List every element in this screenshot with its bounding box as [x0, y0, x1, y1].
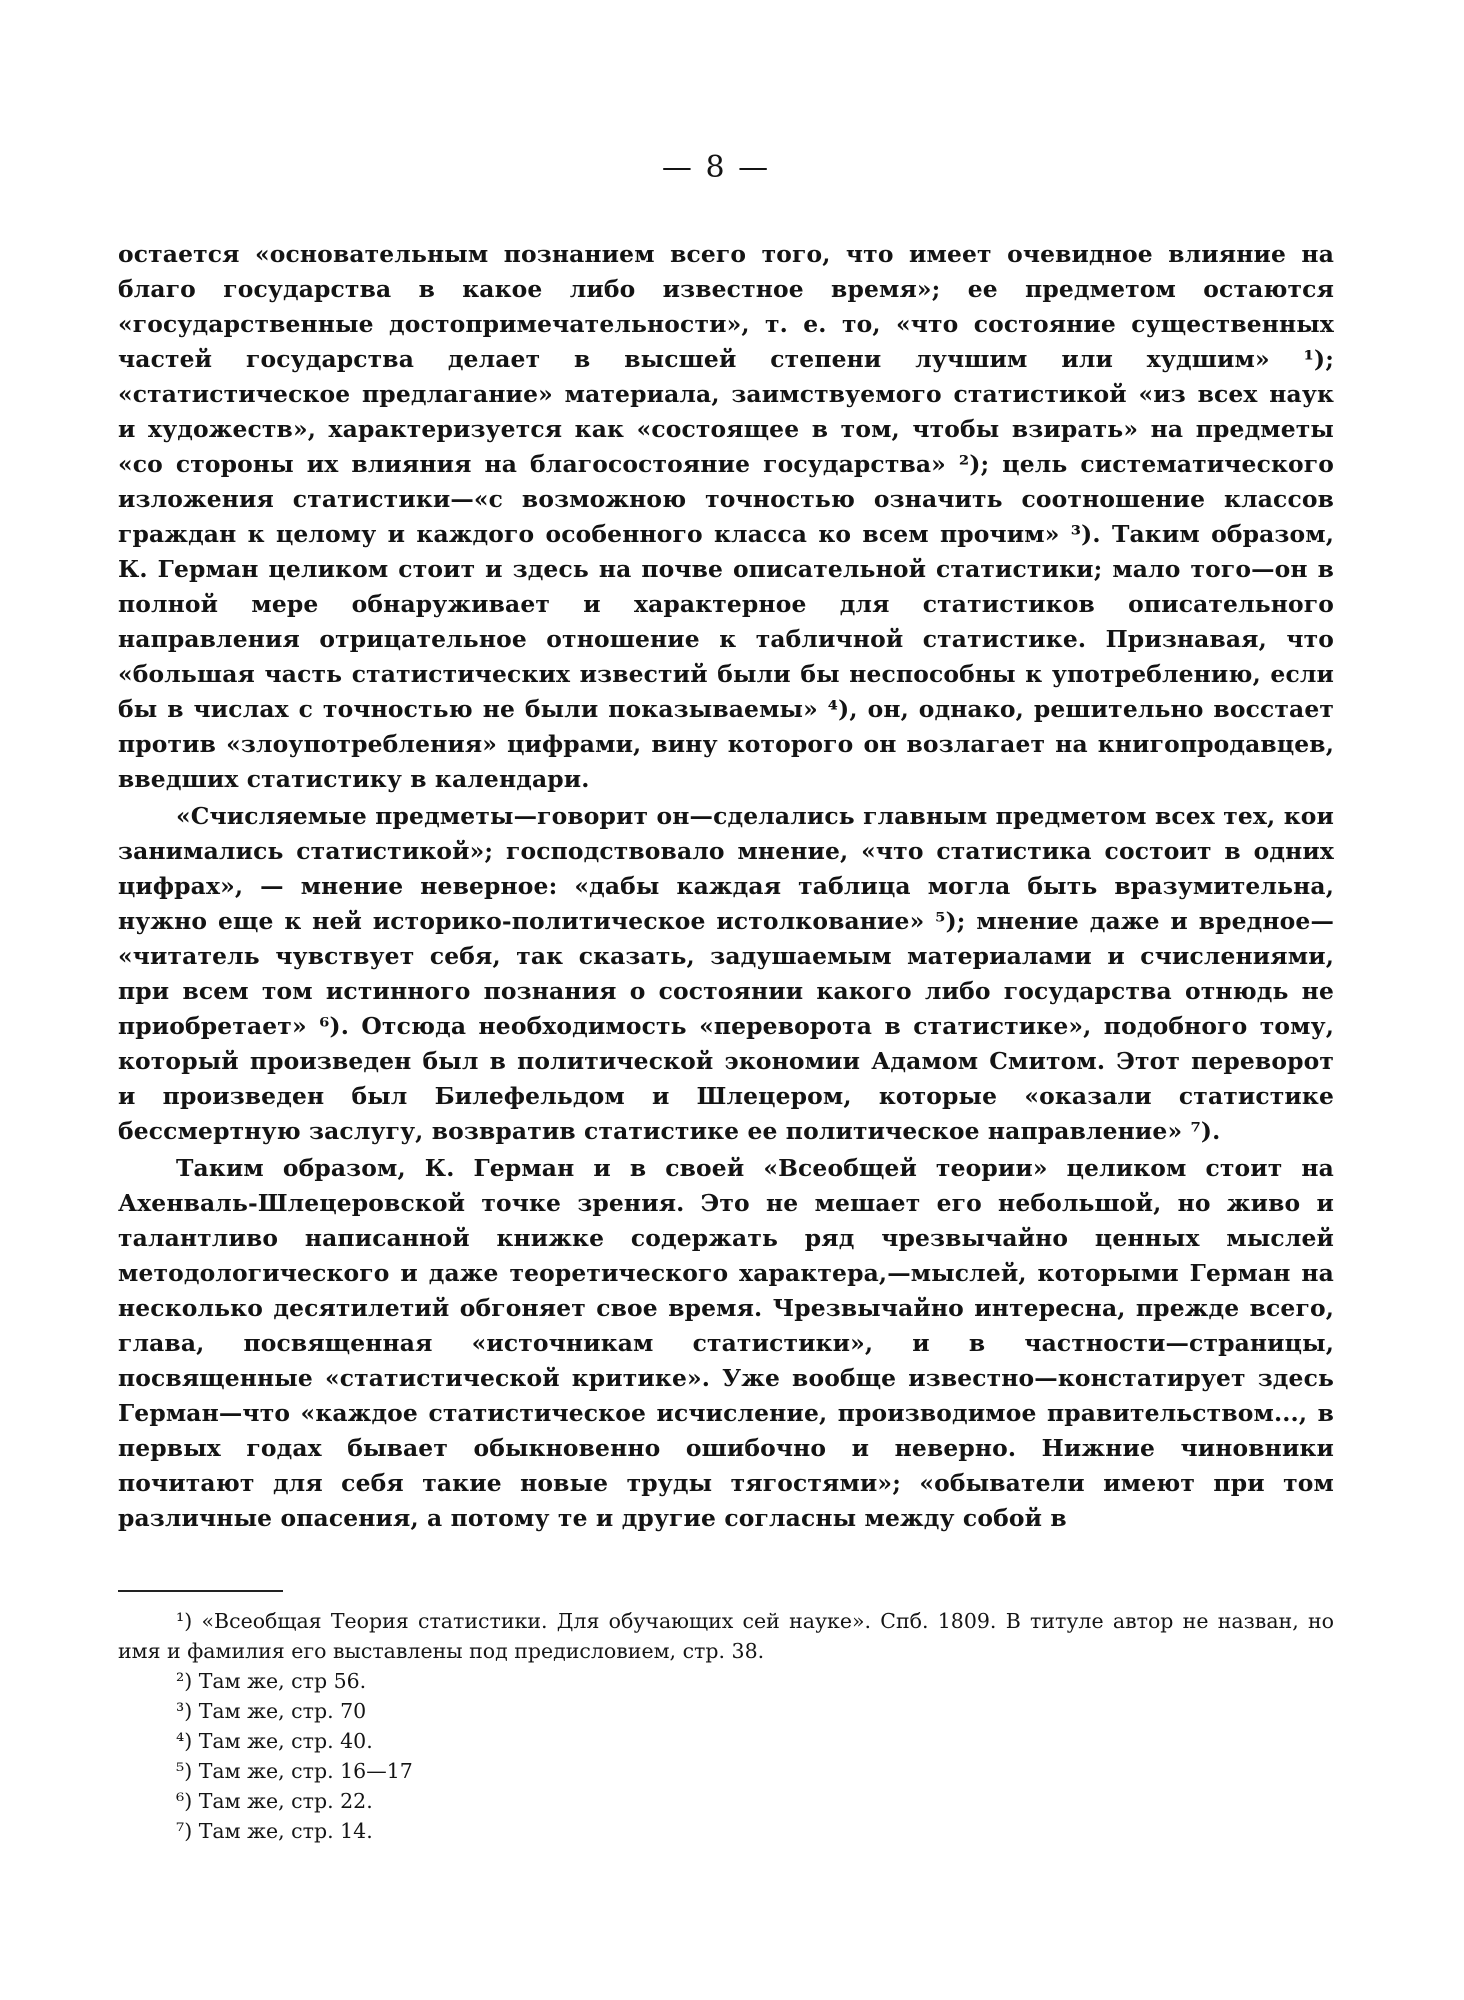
body-text: [118, 237, 1334, 1536]
footnote-text: Там же, стр. 22.: [198, 1789, 373, 1813]
footnote: [118, 1606, 1334, 1666]
footnote-mark: ⁷): [176, 1819, 193, 1843]
footnote: [118, 1756, 1334, 1786]
footnote-text: «Всеобщая Теория статистики. Для обучающих сей науке». Спб. 1809. В титуле автор не назван, но имя и фамилия его выставлены под предисловием, стр. 38.: [118, 1609, 1334, 1663]
footnote-mark: ³): [176, 1699, 193, 1723]
paragraph: Таким образом, К. Герман и в своей «Всеобщей теории» целиком стоит на Ахенваль-Шлецеровской точке зрения. Это не мешает его небольшой, но живо и талантливо написанной книжке содержать ряд чрезвычайно ценных мыслей методологического и даже теоретического характера,—мыслей, которыми Герман на несколько десятилетий обгоняет свое время. Чрезвычайно интересна, прежде всего, глава, посвященная «источникам статистики», и в частности—страницы, посвященные «статистической критике». Уже вообще известно—констатирует здесь Герман—что «каждое статистическое исчисление, производимое правительством..., в первых годах бывает обыкновенно ошибочно и неверно. Нижние чиновники почитают для себя такие новые труды тягостями»; «обыватели имеют при том различные опасения, а потому те и другие согласны между собой в: [118, 1154, 1334, 1532]
footnote-mark: ⁶): [176, 1789, 193, 1813]
footnote: [118, 1786, 1334, 1816]
footnote-text: Там же, стр. 40.: [198, 1729, 373, 1753]
footnote-text: Там же, стр. 16—17: [198, 1759, 413, 1783]
footnote-separator: [118, 1590, 283, 1592]
footnotes: [118, 1606, 1334, 1846]
footnote-mark: ²): [176, 1669, 193, 1693]
footnote-text: Там же, стр. 14.: [198, 1819, 373, 1843]
page-number: — 8 —: [661, 150, 771, 185]
paragraph: «Счисляемые предметы—говорит он—сделались главным предметом всех тех, кои занимались статистикой»; господствовало мнение, «что статистика состоит в одних цифрах», — мнение неверное: «дабы каждая таблица могла быть вразумительна, нужно еще к ней историко-политическое истолкование» ⁵); мнение даже и вредное— «читатель чувствует себя, так сказать, задушаемым материалами и счислениями, при всем том истинного познания о состоянии какого либо государства отнюдь не приобретает» ⁶). Отсюда необходимость «переворота в статистике», подобного тому, который произведен был в политической экономии Адамом Смитом. Этот переворот и произведен был Билефельдом и Шлецером, которые «оказали статистике бессмертную заслугу, возвратив статистике ее политическое направление» ⁷).: [118, 802, 1334, 1145]
footnote-text: Там же, стр 56.: [198, 1669, 367, 1693]
document-page: [118, 150, 1334, 1846]
footnote-mark: ⁴): [176, 1729, 193, 1753]
footnote-text: Там же, стр. 70: [198, 1699, 367, 1723]
footnote-mark: ⁵): [176, 1759, 193, 1783]
footnote-mark: ¹): [176, 1609, 193, 1633]
footnote: [118, 1726, 1334, 1756]
footnote: [118, 1816, 1334, 1846]
paragraph: остается «основательным познанием всего того, что имеет очевидное влияние на благо государства в какое либо известное время»; ее предметом остаются «государственные достопримечательности», т. е. то, «что состояние существенных частей государства делает в высшей степени лучшим или худшим» ¹); «статистическое предлагание» материала, заимствуемого статистикой «из всех наук и художеств», характеризуется как «состоящее в том, чтобы взирать» на предметы «со стороны их влияния на благосостояние государства» ²); цель систематического изложения статистики—«с возможною точностью означить соотношение классов граждан к целому и каждого особенного класса ко всем прочим» ³). Таким образом, К. Герман целиком стоит и здесь на почве описательной статистики; мало того—он в полной мере обнаруживает и характерное для статистиков описательного направления отрицательное отношение к табличной статистике. Признавая, что «большая часть статистических известий были бы неспособны к употреблению, если бы в числах с точностью не были показываемы» ⁴), он, однако, решительно восстает против «злоупотребления» цифрами, вину которого он возлагает на книгопродавцев, введших статистику в календари.: [118, 240, 1334, 793]
footnote: [118, 1696, 1334, 1726]
footnote: [118, 1666, 1334, 1696]
